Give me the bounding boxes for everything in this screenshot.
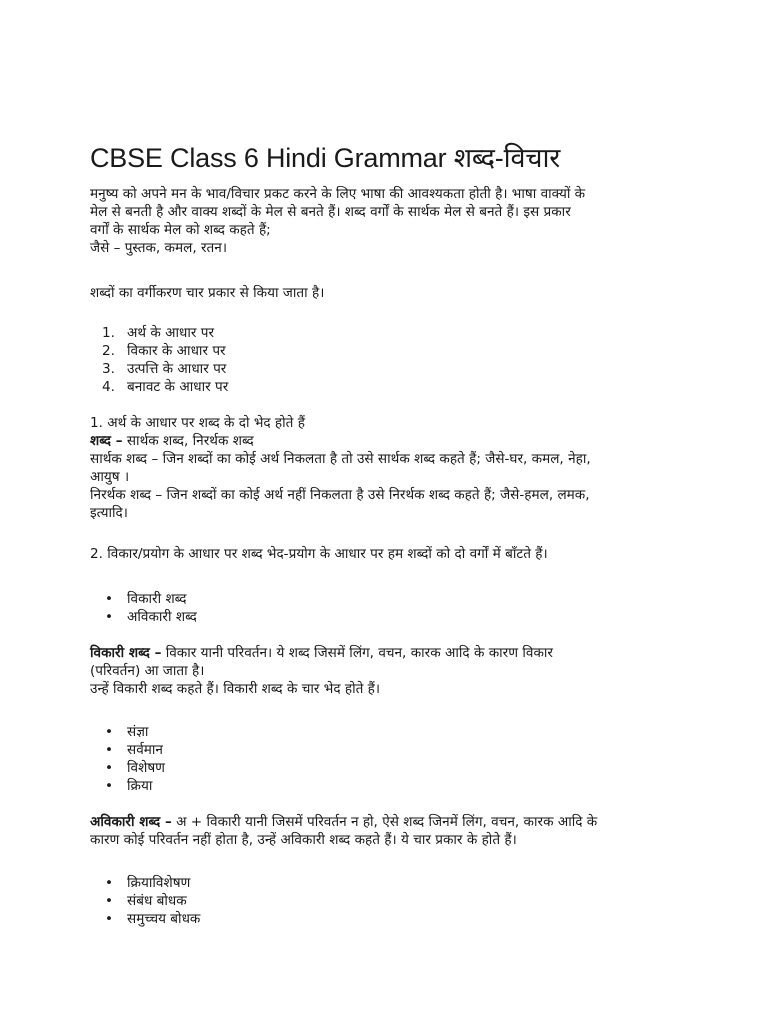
sarthak-line: आयुष । — [90, 469, 130, 485]
bases-list — [90, 324, 682, 396]
vikari-kinds-list — [90, 723, 682, 795]
list-number: 3. — [102, 361, 115, 377]
intro-line: मेल से बनती है और वाक्य शब्दों के मेल से बनते हैं। शब्द वर्गों के सार्थक मेल से बनते हैं। इस प्रकार — [90, 204, 571, 220]
list-text: विकारी शब्द — [127, 591, 187, 607]
list-text: संबंध बोधक — [127, 893, 187, 909]
meaning-heading: 1. अर्थ के आधार पर शब्द के दो भेद होते हैं — [90, 415, 305, 431]
list-text: अविकारी शब्द — [127, 609, 197, 625]
types-label: शब्द – — [90, 433, 123, 449]
vikar-kinds-list — [90, 590, 682, 626]
vikari-section — [90, 644, 682, 698]
list-item — [90, 608, 682, 626]
list-text: क्रियाविशेषण — [127, 875, 191, 891]
classification-text — [90, 284, 682, 302]
list-number: 4. — [102, 379, 115, 395]
list-text: क्रिया — [127, 778, 153, 794]
classification-line: शब्दों का वर्गीकरण चार प्रकार से किया जाता है। — [90, 285, 325, 301]
list-text: उत्पत्ति के आधार पर — [127, 361, 227, 377]
avikari-kinds-list — [90, 874, 682, 928]
list-text: अर्थ के आधार पर — [127, 325, 215, 341]
intro-line: जैसे – पुस्तक, कमल, रतन। — [90, 240, 227, 256]
nirarthak-line: निरर्थक शब्द – जिन शब्दों का कोई अर्थ नहीं निकलता है उसे निरर्थक शब्द कहते हैं; जैसे-हमल, लमक, — [90, 487, 590, 503]
bullet-icon: • — [105, 724, 114, 740]
vikari-line: उन्हें विकारी शब्द कहते हैं। विकारी शब्द के चार भेद होते हैं। — [90, 681, 381, 697]
intro-paragraph — [90, 185, 682, 257]
bullet-icon: • — [105, 875, 114, 891]
bullet-icon: • — [105, 911, 114, 927]
avikari-section — [90, 813, 682, 849]
avikari-line: कारण कोई परिवर्तन नहीं होता है, उन्हें अविकारी शब्द कहते हैं। ये चार प्रकार के होते हैं। — [90, 832, 517, 848]
vikari-label: विकारी शब्द – — [90, 645, 162, 661]
list-number: 2. — [102, 343, 115, 359]
list-text: सर्वमान — [127, 742, 163, 758]
list-text: समुच्चय बोधक — [127, 911, 201, 927]
bullet-icon: • — [105, 778, 114, 794]
list-text: संज्ञा — [127, 724, 149, 740]
nirarthak-line: इत्यादि। — [90, 505, 128, 521]
vikari-line — [90, 644, 682, 662]
list-text: बनावट के आधार पर — [127, 379, 229, 395]
vikar-heading-line: 2. विकार/प्रयोग के आधार पर शब्द भेद-प्रयोग के आधार पर हम शब्दों को दो वर्गों में बाँटते हैं। — [90, 546, 548, 562]
list-item — [90, 910, 682, 928]
list-item — [90, 759, 682, 777]
vikari-line: (परिवर्तन) आ जाता है। — [90, 663, 205, 679]
list-item — [90, 777, 682, 795]
bullet-icon: • — [105, 893, 114, 909]
list-item — [90, 723, 682, 741]
intro-line: वर्गों के सार्थक मेल को शब्द कहते हैं; — [90, 222, 271, 238]
list-item — [90, 360, 682, 378]
list-item — [90, 590, 682, 608]
list-item — [90, 378, 682, 396]
avikari-label: अविकारी शब्द – — [90, 814, 172, 830]
list-item — [90, 741, 682, 759]
list-item — [90, 892, 682, 910]
list-item — [90, 342, 682, 360]
list-item — [90, 874, 682, 892]
list-number: 1. — [102, 325, 115, 341]
bullet-icon: • — [105, 591, 114, 607]
list-text: विकार के आधार पर — [127, 343, 226, 359]
avikari-text: अ + विकारी यानी जिसमें परिवर्तन न हो, ऐसे शब्द जिनमें लिंग, वचन, कारक आदि के — [171, 814, 598, 830]
list-item — [90, 324, 682, 342]
meaning-section — [90, 414, 682, 522]
vikar-heading — [90, 545, 682, 563]
intro-line: मनुष्य को अपने मन के भाव/विचार प्रकट करने के लिए भाषा की आवश्यकता होती है। भाषा वाक्यों के — [90, 186, 586, 202]
vikari-text: विकार यानी परिवर्तन। ये शब्द जिसमें लिंग, वचन, कारक आदि के कारण विकार — [161, 645, 553, 661]
meaning-types — [90, 432, 682, 450]
types-text: सार्थक शब्द, निरर्थक शब्द — [126, 433, 254, 449]
sarthak-line: सार्थक शब्द – जिन शब्दों का कोई अर्थ निकलता है तो उसे सार्थक शब्द कहते हैं; जैसे-घर, कमल, नेहा, — [90, 451, 591, 467]
avikari-line — [90, 813, 682, 831]
list-text: विशेषण — [127, 760, 166, 776]
bullet-icon: • — [105, 742, 114, 758]
bullet-icon: • — [105, 760, 114, 776]
page-title: CBSE Class 6 Hindi Grammar शब्द-विचार — [90, 143, 561, 173]
bullet-icon: • — [105, 609, 114, 625]
